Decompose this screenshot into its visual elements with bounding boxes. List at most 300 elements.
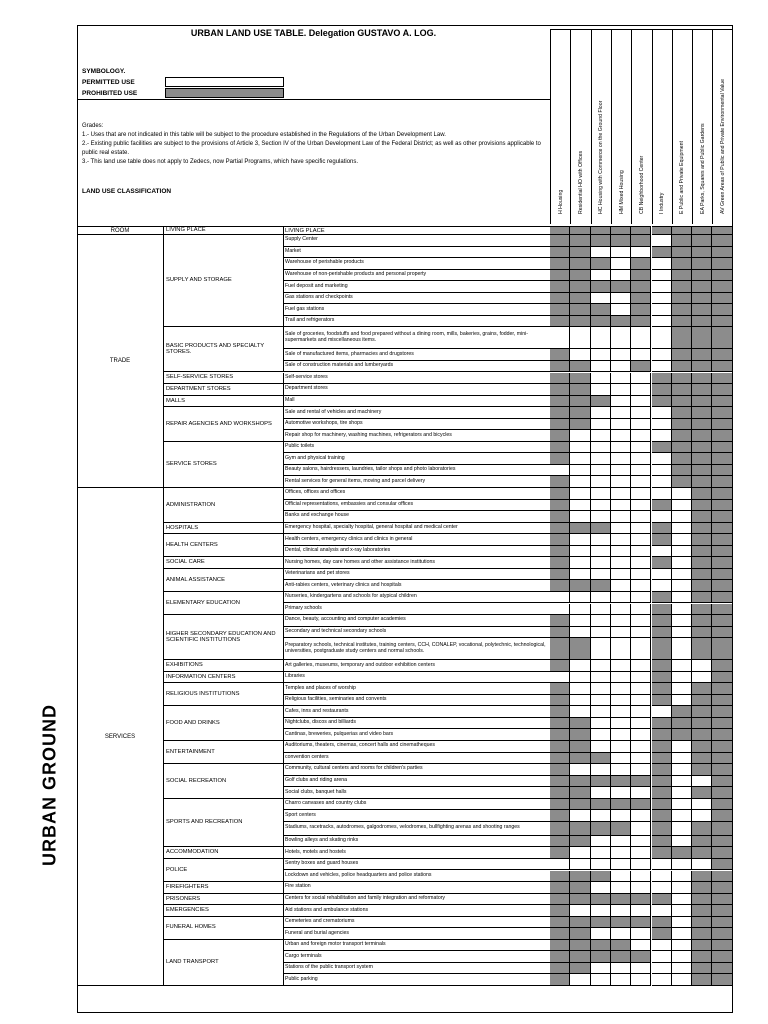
prohibited-cell bbox=[652, 592, 672, 604]
permitted-cell bbox=[611, 741, 631, 753]
prohibited-cell bbox=[692, 871, 712, 883]
use-label: Rental services for general items, moving and parcel delivery bbox=[284, 476, 550, 488]
prohibited-cell bbox=[570, 270, 590, 282]
prohibited-cell bbox=[591, 235, 611, 247]
group-label: SERVICE STORES bbox=[164, 442, 284, 488]
permitted-cell bbox=[591, 695, 611, 707]
permitted-cell bbox=[672, 592, 692, 604]
prohibited-cell bbox=[631, 258, 651, 270]
use-label: Mall bbox=[284, 396, 550, 408]
column-header-top-line bbox=[550, 29, 733, 30]
permitted-cell bbox=[652, 419, 672, 431]
prohibited-cell bbox=[550, 683, 570, 695]
prohibited-cell bbox=[692, 638, 712, 660]
permitted-cell bbox=[591, 361, 611, 373]
prohibited-cell bbox=[591, 776, 611, 788]
prohibited-cell bbox=[712, 776, 732, 788]
permitted-cell bbox=[631, 349, 651, 361]
permitted-cell bbox=[550, 327, 570, 349]
permitted-cell bbox=[611, 396, 631, 408]
permitted-cell bbox=[611, 695, 631, 707]
permitted-cell bbox=[672, 569, 692, 581]
permitted-cell bbox=[611, 683, 631, 695]
column-header bbox=[692, 29, 712, 224]
prohibited-cell bbox=[672, 407, 692, 419]
group-label: SELF-SERVICE STORES bbox=[164, 373, 284, 385]
prohibited-cell bbox=[712, 349, 732, 361]
prohibited-cell bbox=[672, 258, 692, 270]
prohibited-cell bbox=[550, 349, 570, 361]
prohibited-cell bbox=[550, 293, 570, 305]
permitted-cell bbox=[611, 859, 631, 871]
permitted-cell bbox=[631, 810, 651, 822]
prohibited-cell bbox=[712, 373, 732, 385]
prohibited-cell bbox=[550, 270, 570, 282]
use-label: Banks and exchange house bbox=[284, 511, 550, 523]
permitted-cell bbox=[672, 660, 692, 672]
prohibited-cell bbox=[712, 580, 732, 592]
permitted-cell bbox=[591, 327, 611, 349]
permitted-cell bbox=[672, 776, 692, 788]
permitted-cell bbox=[652, 580, 672, 592]
prohibited-cell bbox=[692, 753, 712, 765]
prohibited-cell bbox=[712, 882, 732, 894]
prohibited-cell bbox=[712, 963, 732, 975]
permitted-cell bbox=[672, 741, 692, 753]
prohibited-cell bbox=[652, 604, 672, 616]
group-label: SOCIAL RECREATION bbox=[164, 764, 284, 799]
prohibited-cell bbox=[591, 396, 611, 408]
permitted-cell bbox=[672, 963, 692, 975]
permitted-cell bbox=[672, 557, 692, 569]
prohibited-cell bbox=[692, 741, 712, 753]
prohibited-cell bbox=[712, 361, 732, 373]
prohibited-cell bbox=[652, 396, 672, 408]
group-label: EXHIBITIONS bbox=[164, 660, 284, 672]
prohibited-cell bbox=[631, 316, 651, 328]
permitted-cell bbox=[672, 511, 692, 523]
permitted-cell bbox=[631, 638, 651, 660]
prohibited-cell bbox=[712, 810, 732, 822]
permitted-cell bbox=[570, 500, 590, 512]
prohibited-cell bbox=[550, 247, 570, 259]
prohibited-cell bbox=[672, 281, 692, 293]
permitted-cell bbox=[570, 592, 590, 604]
prohibited-cell bbox=[692, 258, 712, 270]
prohibited-cell bbox=[550, 511, 570, 523]
column-header-label: Residential HO with Offices bbox=[577, 150, 584, 214]
prohibited-cell bbox=[550, 384, 570, 396]
prohibited-cell bbox=[692, 894, 712, 906]
permitted-cell bbox=[611, 327, 631, 349]
prohibited-cell bbox=[672, 235, 692, 247]
prohibited-cell bbox=[591, 940, 611, 952]
permitted-cell bbox=[591, 660, 611, 672]
permitted-cell bbox=[611, 546, 631, 558]
prohibited-cell bbox=[712, 940, 732, 952]
prohibited-cell bbox=[712, 569, 732, 581]
use-label: Fuel deposit and marketing bbox=[284, 281, 550, 293]
prohibited-cell bbox=[570, 718, 590, 730]
permitted-cell bbox=[631, 963, 651, 975]
column-header-label: EA Parks, Squares and Public Gardens bbox=[699, 123, 706, 214]
prohibited-cell bbox=[570, 836, 590, 848]
prohibited-cell bbox=[692, 940, 712, 952]
permitted-cell bbox=[611, 847, 631, 859]
permitted-cell bbox=[591, 928, 611, 940]
permitted-cell bbox=[611, 580, 631, 592]
permitted-cell bbox=[570, 847, 590, 859]
permitted-cell bbox=[672, 917, 692, 929]
permitted-cell bbox=[652, 974, 672, 986]
permitted-cell bbox=[570, 615, 590, 627]
permitted-cell bbox=[672, 753, 692, 765]
permitted-cell bbox=[591, 683, 611, 695]
use-label: Public toilets bbox=[284, 442, 550, 454]
prohibited-cell bbox=[591, 951, 611, 963]
prohibited-cell bbox=[712, 741, 732, 753]
use-label: Automotive workshops, tire shops bbox=[284, 419, 550, 431]
permitted-cell bbox=[570, 695, 590, 707]
use-label: convention centers bbox=[284, 753, 550, 765]
prohibited-cell bbox=[672, 706, 692, 718]
prohibited-cell bbox=[611, 776, 631, 788]
prohibited-cell bbox=[692, 465, 712, 477]
permitted-cell bbox=[631, 384, 651, 396]
permitted-cell bbox=[692, 672, 712, 684]
prohibited-cell bbox=[692, 580, 712, 592]
prohibited-cell bbox=[570, 293, 590, 305]
prohibited-cell bbox=[712, 753, 732, 765]
permitted-cell bbox=[570, 453, 590, 465]
permitted-cell bbox=[672, 799, 692, 811]
prohibited-cell bbox=[692, 569, 712, 581]
prohibited-cell bbox=[550, 396, 570, 408]
permitted-cell bbox=[631, 974, 651, 986]
prohibited-cell bbox=[631, 799, 651, 811]
prohibited-cell bbox=[712, 534, 732, 546]
permitted-cell bbox=[591, 476, 611, 488]
permitted-cell bbox=[611, 453, 631, 465]
permitted-cell bbox=[591, 465, 611, 477]
permitted-cell bbox=[692, 859, 712, 871]
prohibited-cell bbox=[652, 373, 672, 385]
prohibited-cell bbox=[672, 304, 692, 316]
prohibited-cell bbox=[591, 258, 611, 270]
use-label: Health centers, emergency clinics and clinics in general bbox=[284, 534, 550, 546]
permitted-cell bbox=[672, 695, 692, 707]
prohibited-cell bbox=[652, 764, 672, 776]
permitted-cell bbox=[672, 638, 692, 660]
prohibited-cell bbox=[692, 917, 712, 929]
prohibited-cell bbox=[692, 718, 712, 730]
permitted-cell bbox=[570, 683, 590, 695]
prohibited-cell bbox=[712, 281, 732, 293]
prohibited-cell bbox=[692, 764, 712, 776]
prohibited-cell bbox=[550, 917, 570, 929]
prohibited-cell bbox=[570, 247, 590, 259]
prohibited-cell bbox=[712, 660, 732, 672]
prohibited-cell bbox=[570, 940, 590, 952]
permitted-cell bbox=[631, 859, 651, 871]
prohibited-cell bbox=[712, 384, 732, 396]
permitted-cell bbox=[672, 905, 692, 917]
prohibited-cell bbox=[591, 799, 611, 811]
prohibited-cell bbox=[570, 281, 590, 293]
prohibited-cell bbox=[712, 672, 732, 684]
prohibited-cell bbox=[652, 894, 672, 906]
prohibited-cell bbox=[672, 316, 692, 328]
permitted-cell bbox=[611, 592, 631, 604]
prohibited-cell bbox=[692, 695, 712, 707]
permitted-cell bbox=[570, 327, 590, 349]
prohibited-cell bbox=[570, 729, 590, 741]
prohibited-cell bbox=[712, 787, 732, 799]
permitted-cell bbox=[611, 604, 631, 616]
prohibited-cell bbox=[550, 695, 570, 707]
permitted-cell bbox=[611, 615, 631, 627]
permitted-cell bbox=[591, 706, 611, 718]
prohibited-cell bbox=[631, 270, 651, 282]
prohibited-cell bbox=[712, 546, 732, 558]
prohibited-cell bbox=[550, 534, 570, 546]
prohibited-cell bbox=[550, 741, 570, 753]
prohibited-cell bbox=[550, 729, 570, 741]
prohibited-cell bbox=[652, 787, 672, 799]
permitted-cell bbox=[591, 349, 611, 361]
prohibited-cell bbox=[712, 304, 732, 316]
use-label: Department stores bbox=[284, 384, 550, 396]
permitted-cell bbox=[611, 836, 631, 848]
use-label: Auditoriums, theaters, cinemas, concert halls and cinematheques bbox=[284, 741, 550, 753]
header-cell bbox=[652, 226, 672, 235]
column-header-label: I Industry bbox=[659, 192, 666, 214]
prohibited-cell bbox=[631, 293, 651, 305]
permitted-cell bbox=[672, 488, 692, 500]
permitted-cell bbox=[631, 905, 651, 917]
prohibited-cell bbox=[712, 592, 732, 604]
prohibited-cell bbox=[550, 951, 570, 963]
permitted-cell bbox=[611, 430, 631, 442]
permitted-cell bbox=[631, 557, 651, 569]
use-label: Nursing homes, day care homes and other assistance institutions bbox=[284, 557, 550, 569]
use-label: Fire station bbox=[284, 882, 550, 894]
permitted-cell bbox=[652, 465, 672, 477]
permitted-cell bbox=[672, 810, 692, 822]
prohibited-cell bbox=[550, 557, 570, 569]
prohibited-cell bbox=[611, 316, 631, 328]
permitted-cell bbox=[631, 672, 651, 684]
prohibited-cell bbox=[712, 718, 732, 730]
prohibited-cell bbox=[550, 523, 570, 535]
prohibited-cell bbox=[692, 235, 712, 247]
header-cell bbox=[570, 226, 590, 235]
column-header-label: H Housing bbox=[557, 189, 564, 214]
prohibited-cell bbox=[652, 523, 672, 535]
prohibited-cell bbox=[692, 373, 712, 385]
permitted-cell bbox=[591, 847, 611, 859]
header-living-place-use: LIVING PLACE bbox=[284, 226, 550, 235]
prohibited-use-swatch bbox=[165, 88, 284, 98]
use-label: Market bbox=[284, 247, 550, 259]
prohibited-cell bbox=[570, 787, 590, 799]
permitted-cell bbox=[631, 627, 651, 639]
prohibited-cell bbox=[570, 384, 590, 396]
prohibited-cell bbox=[570, 928, 590, 940]
permitted-cell bbox=[591, 764, 611, 776]
use-label: Warehouse of perishable products bbox=[284, 258, 550, 270]
prohibited-cell bbox=[712, 258, 732, 270]
use-label: Sentry boxes and guard houses bbox=[284, 859, 550, 871]
prohibited-cell bbox=[692, 615, 712, 627]
group-label: SOCIAL CARE bbox=[164, 557, 284, 569]
prohibited-cell bbox=[712, 430, 732, 442]
divider bbox=[77, 99, 550, 100]
prohibited-cell bbox=[692, 511, 712, 523]
permitted-cell bbox=[570, 465, 590, 477]
use-label: Community, cultural centers and rooms for children's parties bbox=[284, 764, 550, 776]
prohibited-cell bbox=[652, 672, 672, 684]
permitted-cell bbox=[652, 281, 672, 293]
prohibited-cell bbox=[672, 419, 692, 431]
permitted-cell bbox=[570, 764, 590, 776]
prohibited-cell bbox=[712, 500, 732, 512]
prohibited-cell bbox=[570, 361, 590, 373]
prohibited-cell bbox=[550, 894, 570, 906]
permitted-cell bbox=[631, 247, 651, 259]
column-header-label: CB Neighborhood Center bbox=[638, 155, 645, 214]
permitted-cell bbox=[652, 882, 672, 894]
use-label: Cantinas, breweries, pulquerias and video bars bbox=[284, 729, 550, 741]
use-label: Preparatory schools, technical institutes, training centers, CCH, CONALEP, vocational, polytechnic, technological, universities, postgraduate study centers and normal schools. bbox=[284, 638, 550, 660]
prohibited-cell bbox=[570, 396, 590, 408]
prohibited-cell bbox=[550, 928, 570, 940]
permitted-cell bbox=[631, 442, 651, 454]
prohibited-cell bbox=[652, 695, 672, 707]
use-label: Dental, clinical analysis and x-ray laboratories bbox=[284, 546, 550, 558]
permitted-cell bbox=[652, 293, 672, 305]
prohibited-cell bbox=[712, 293, 732, 305]
group-label: BASIC PRODUCTS AND SPECIALTY STORES. bbox=[164, 327, 284, 372]
permitted-cell bbox=[591, 373, 611, 385]
permitted-cell bbox=[591, 293, 611, 305]
prohibited-cell bbox=[550, 847, 570, 859]
prohibited-cell bbox=[550, 258, 570, 270]
column-header bbox=[672, 29, 692, 224]
prohibited-cell bbox=[550, 430, 570, 442]
permitted-cell bbox=[591, 604, 611, 616]
prohibited-cell bbox=[712, 859, 732, 871]
prohibited-cell bbox=[672, 396, 692, 408]
use-label: Self-service stores bbox=[284, 373, 550, 385]
prohibited-cell bbox=[591, 822, 611, 836]
permitted-cell bbox=[611, 753, 631, 765]
prohibited-cell bbox=[712, 465, 732, 477]
permitted-cell bbox=[591, 442, 611, 454]
prohibited-cell bbox=[712, 604, 732, 616]
prohibited-cell bbox=[672, 430, 692, 442]
prohibited-cell bbox=[570, 419, 590, 431]
prohibited-cell bbox=[692, 293, 712, 305]
prohibited-cell bbox=[631, 304, 651, 316]
permitted-cell bbox=[631, 741, 651, 753]
permitted-cell bbox=[611, 442, 631, 454]
use-label: Sport centers bbox=[284, 810, 550, 822]
use-label: Sale of manufactured items, pharmacies and drugstores bbox=[284, 349, 550, 361]
use-label: Beauty salons, hairdressers, laundries, tailor shops and photo laboratories bbox=[284, 465, 550, 477]
column-header bbox=[652, 29, 672, 224]
prohibited-cell bbox=[550, 974, 570, 986]
permitted-cell bbox=[631, 695, 651, 707]
permitted-cell bbox=[631, 604, 651, 616]
group-label: RELIGIOUS INSTITUTIONS bbox=[164, 683, 284, 706]
permitted-cell bbox=[631, 407, 651, 419]
prohibited-cell bbox=[550, 235, 570, 247]
prohibited-cell bbox=[611, 951, 631, 963]
permitted-cell bbox=[611, 557, 631, 569]
permitted-cell bbox=[631, 396, 651, 408]
permitted-cell bbox=[570, 534, 590, 546]
prohibited-cell bbox=[712, 419, 732, 431]
permitted-cell bbox=[672, 836, 692, 848]
permitted-cell bbox=[570, 442, 590, 454]
permitted-cell bbox=[672, 787, 692, 799]
use-label: Libraries bbox=[284, 672, 550, 684]
permitted-cell bbox=[631, 615, 651, 627]
permitted-cell bbox=[631, 787, 651, 799]
permitted-cell bbox=[570, 810, 590, 822]
prohibited-cell bbox=[611, 894, 631, 906]
permitted-cell bbox=[570, 569, 590, 581]
permitted-cell bbox=[611, 871, 631, 883]
prohibited-cell bbox=[591, 281, 611, 293]
permitted-cell bbox=[631, 683, 651, 695]
prohibited-cell bbox=[712, 488, 732, 500]
prohibited-cell bbox=[692, 316, 712, 328]
prohibited-cell bbox=[550, 836, 570, 848]
prohibited-cell bbox=[570, 776, 590, 788]
header-cell bbox=[692, 226, 712, 235]
prohibited-cell bbox=[550, 488, 570, 500]
prohibited-cell bbox=[692, 407, 712, 419]
prohibited-cell bbox=[652, 627, 672, 639]
permitted-cell bbox=[591, 511, 611, 523]
use-label: Cargo terminals bbox=[284, 951, 550, 963]
prohibited-cell bbox=[550, 476, 570, 488]
prohibited-cell bbox=[712, 695, 732, 707]
use-label: Cafes, inns and restaurants bbox=[284, 706, 550, 718]
prohibited-cell bbox=[631, 951, 651, 963]
permitted-cell bbox=[591, 718, 611, 730]
header-room: ROOM bbox=[77, 226, 164, 235]
header-cell bbox=[611, 226, 631, 235]
prohibited-cell bbox=[712, 316, 732, 328]
group-label: SUPPLY AND STORAGE bbox=[164, 235, 284, 327]
prohibited-cell bbox=[712, 917, 732, 929]
permitted-cell bbox=[631, 453, 651, 465]
column-header-label: E Public and Private Equipment bbox=[679, 141, 686, 214]
prohibited-cell bbox=[692, 592, 712, 604]
permitted-cell bbox=[672, 822, 692, 836]
permitted-cell bbox=[631, 580, 651, 592]
column-header bbox=[591, 29, 611, 224]
permitted-cell bbox=[591, 836, 611, 848]
use-label: Stadiums, racetracks, autodromes, galgodromes, velodromes, bullfighting arenas and shooting ranges bbox=[284, 822, 550, 836]
prohibited-cell bbox=[550, 580, 570, 592]
prohibited-cell bbox=[712, 847, 732, 859]
permitted-cell bbox=[570, 660, 590, 672]
prohibited-cell bbox=[570, 638, 590, 660]
